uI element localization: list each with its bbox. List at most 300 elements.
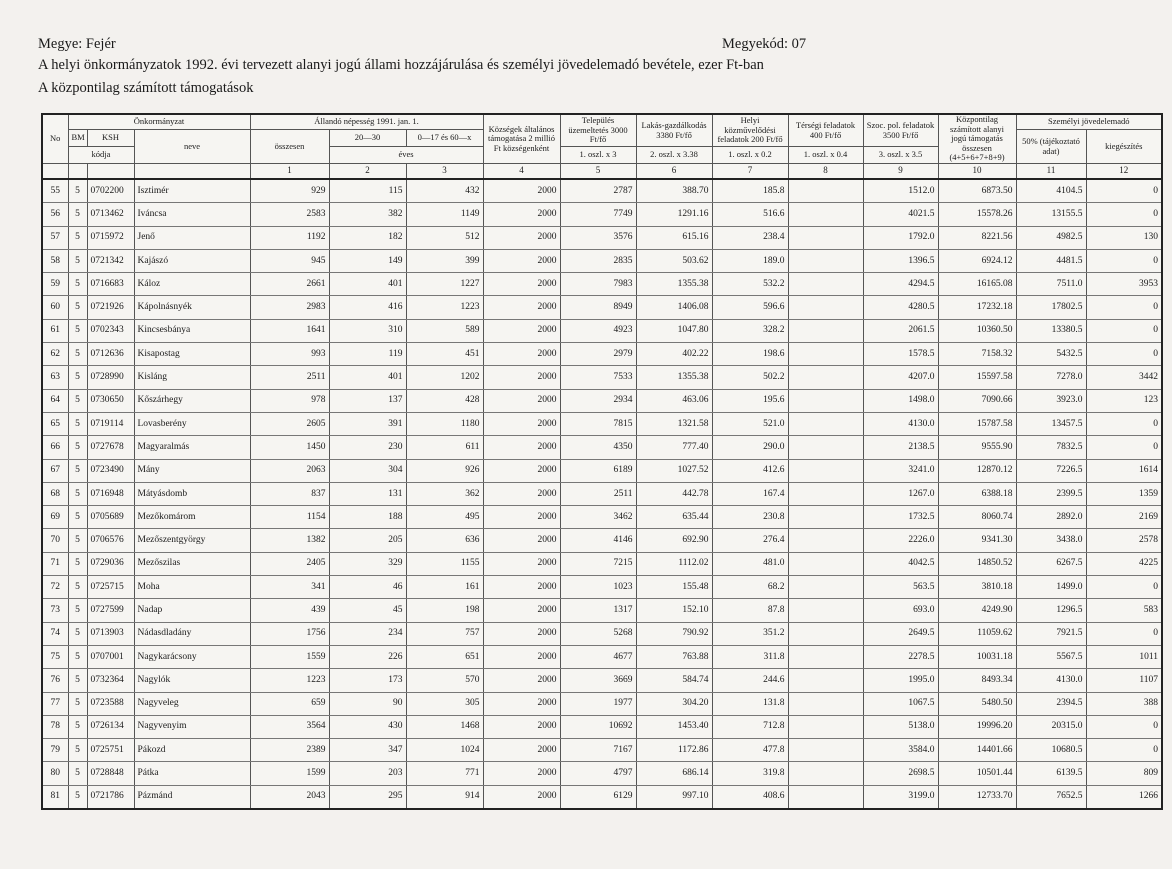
col-header-osszesen: összesen xyxy=(250,130,329,164)
cell-tersegi xyxy=(788,203,863,226)
cell-lakas: 304.20 xyxy=(636,692,712,715)
cell-telepules: 7167 xyxy=(560,739,636,762)
cell-osszesen: 1559 xyxy=(250,645,329,668)
cell-telepules: 2979 xyxy=(560,343,636,366)
cell-szja-50: 13457.5 xyxy=(1016,412,1086,435)
cell-osszesen: 659 xyxy=(250,692,329,715)
cell-name: Nagyvenyim xyxy=(134,715,250,738)
cell-no: 62 xyxy=(42,343,68,366)
cell-no: 74 xyxy=(42,622,68,645)
cell-tersegi xyxy=(788,762,863,785)
cell-bm: 5 xyxy=(68,552,87,575)
cell-kozponti: 8221.56 xyxy=(938,226,1016,249)
cell-helyi: 521.0 xyxy=(712,412,788,435)
cell-kozsegek: 2000 xyxy=(483,459,560,482)
cell-telepules: 7749 xyxy=(560,203,636,226)
cell-kozsegek: 2000 xyxy=(483,506,560,529)
cell-age-0-17: 771 xyxy=(406,762,483,785)
table-row xyxy=(42,436,1162,459)
cell-szja-50: 2892.0 xyxy=(1016,506,1086,529)
county-code-label: Megyekód: 07 xyxy=(722,36,807,52)
cell-kozsegek: 2000 xyxy=(483,436,560,459)
cell-age-20-30: 173 xyxy=(329,669,406,692)
cell-bm: 5 xyxy=(68,436,87,459)
cell-lakas: 997.10 xyxy=(636,785,712,809)
col-number: 3 xyxy=(406,164,483,180)
cell-osszesen: 1450 xyxy=(250,436,329,459)
col-header-kozponti: Központilag számított alanyi jogú támogatás összesen (4+5+6+7+8+9) xyxy=(938,114,1016,164)
cell-osszesen: 2661 xyxy=(250,273,329,296)
cell-szja-50: 20315.0 xyxy=(1016,715,1086,738)
cell-szoc: 1792.0 xyxy=(863,226,938,249)
cell-no: 59 xyxy=(42,273,68,296)
cell-telepules: 6189 xyxy=(560,459,636,482)
cell-kozponti: 14401.66 xyxy=(938,739,1016,762)
cell-helyi: 408.6 xyxy=(712,785,788,809)
cell-lakas: 1406.08 xyxy=(636,296,712,319)
cell-no: 56 xyxy=(42,203,68,226)
cell-age-0-17: 512 xyxy=(406,226,483,249)
cell-osszesen: 2583 xyxy=(250,203,329,226)
cell-szoc: 2226.0 xyxy=(863,529,938,552)
cell-name: Kőszárhegy xyxy=(134,389,250,412)
cell-bm: 5 xyxy=(68,506,87,529)
cell-szoc: 1267.0 xyxy=(863,482,938,505)
cell-kiegeszites: 3442 xyxy=(1086,366,1162,389)
cell-telepules: 7533 xyxy=(560,366,636,389)
cell-telepules: 6129 xyxy=(560,785,636,809)
cell-szoc: 4294.5 xyxy=(863,273,938,296)
cell-kozsegek: 2000 xyxy=(483,319,560,342)
cell-lakas: 692.90 xyxy=(636,529,712,552)
cell-tersegi xyxy=(788,739,863,762)
cell-bm: 5 xyxy=(68,482,87,505)
cell-age-0-17: 428 xyxy=(406,389,483,412)
cell-tersegi xyxy=(788,785,863,809)
cell-age-0-17: 1180 xyxy=(406,412,483,435)
cell-osszesen: 945 xyxy=(250,249,329,272)
cell-ksh-code: 0702343 xyxy=(87,319,134,342)
cell-tersegi xyxy=(788,412,863,435)
cell-kozsegek: 2000 xyxy=(483,296,560,319)
cell-szja-50: 4130.0 xyxy=(1016,669,1086,692)
cell-no: 61 xyxy=(42,319,68,342)
cell-szja-50: 2394.5 xyxy=(1016,692,1086,715)
cell-ksh-code: 0721926 xyxy=(87,296,134,319)
cell-age-0-17: 161 xyxy=(406,576,483,599)
cell-name: Kajászó xyxy=(134,249,250,272)
cell-kiegeszites: 0 xyxy=(1086,203,1162,226)
col-header-bm: BM xyxy=(68,130,87,147)
cell-helyi: 319.8 xyxy=(712,762,788,785)
col-number: 5 xyxy=(560,164,636,180)
cell-szoc: 4021.5 xyxy=(863,203,938,226)
cell-telepules: 7983 xyxy=(560,273,636,296)
cell-lakas: 1355.38 xyxy=(636,366,712,389)
cell-telepules: 4350 xyxy=(560,436,636,459)
cell-no: 64 xyxy=(42,389,68,412)
cell-ksh-code: 0715972 xyxy=(87,226,134,249)
cell-tersegi xyxy=(788,366,863,389)
cell-telepules: 4923 xyxy=(560,319,636,342)
cell-telepules: 2835 xyxy=(560,249,636,272)
cell-helyi: 481.0 xyxy=(712,552,788,575)
table-row xyxy=(42,715,1162,738)
cell-kozsegek: 2000 xyxy=(483,576,560,599)
cell-kozsegek: 2000 xyxy=(483,739,560,762)
cell-szja-50: 7511.0 xyxy=(1016,273,1086,296)
cell-age-20-30: 401 xyxy=(329,273,406,296)
cell-szoc: 2698.5 xyxy=(863,762,938,785)
cell-osszesen: 1192 xyxy=(250,226,329,249)
cell-age-20-30: 230 xyxy=(329,436,406,459)
cell-szja-50: 7278.0 xyxy=(1016,366,1086,389)
cell-szoc: 1396.5 xyxy=(863,249,938,272)
cell-telepules: 8949 xyxy=(560,296,636,319)
cell-tersegi xyxy=(788,296,863,319)
cell-tersegi xyxy=(788,226,863,249)
cell-ksh-code: 0705689 xyxy=(87,506,134,529)
cell-osszesen: 2605 xyxy=(250,412,329,435)
cell-szja-50: 3438.0 xyxy=(1016,529,1086,552)
cell-telepules: 7215 xyxy=(560,552,636,575)
cell-kiegeszites: 2169 xyxy=(1086,506,1162,529)
cell-age-0-17: 570 xyxy=(406,669,483,692)
cell-age-20-30: 90 xyxy=(329,692,406,715)
cell-tersegi xyxy=(788,319,863,342)
cell-telepules: 2934 xyxy=(560,389,636,412)
cell-age-20-30: 310 xyxy=(329,319,406,342)
cell-helyi: 198.6 xyxy=(712,343,788,366)
cell-ksh-code: 0725715 xyxy=(87,576,134,599)
cell-osszesen: 993 xyxy=(250,343,329,366)
table-row xyxy=(42,179,1162,203)
cell-szoc: 3199.0 xyxy=(863,785,938,809)
cell-no: 70 xyxy=(42,529,68,552)
cell-kozponti: 7158.32 xyxy=(938,343,1016,366)
cell-helyi: 477.8 xyxy=(712,739,788,762)
cell-ksh-code: 0702200 xyxy=(87,179,134,203)
cell-lakas: 1027.52 xyxy=(636,459,712,482)
cell-telepules: 1977 xyxy=(560,692,636,715)
cell-kiegeszites: 1266 xyxy=(1086,785,1162,809)
cell-age-0-17: 399 xyxy=(406,249,483,272)
cell-bm: 5 xyxy=(68,739,87,762)
cell-tersegi xyxy=(788,576,863,599)
cell-telepules: 2511 xyxy=(560,482,636,505)
cell-szja-50: 10680.5 xyxy=(1016,739,1086,762)
cell-szoc: 3584.0 xyxy=(863,739,938,762)
cell-name: Mány xyxy=(134,459,250,482)
cell-bm: 5 xyxy=(68,179,87,203)
table-row xyxy=(42,576,1162,599)
cell-helyi: 68.2 xyxy=(712,576,788,599)
cell-kozsegek: 2000 xyxy=(483,762,560,785)
cell-name: Nádasdladány xyxy=(134,622,250,645)
cell-tersegi xyxy=(788,669,863,692)
cell-age-20-30: 182 xyxy=(329,226,406,249)
cell-ksh-code: 0728848 xyxy=(87,762,134,785)
cell-no: 57 xyxy=(42,226,68,249)
col-header-telepules: Település üzemeltetés 3000 Ft/fő xyxy=(560,114,636,147)
cell-osszesen: 2063 xyxy=(250,459,329,482)
cell-osszesen: 1641 xyxy=(250,319,329,342)
cell-lakas: 388.70 xyxy=(636,179,712,203)
col-header-neve: neve xyxy=(134,130,250,164)
cell-age-0-17: 589 xyxy=(406,319,483,342)
table-row xyxy=(42,669,1162,692)
cell-helyi: 532.2 xyxy=(712,273,788,296)
cell-ksh-code: 0716948 xyxy=(87,482,134,505)
cell-bm: 5 xyxy=(68,529,87,552)
col-number: 11 xyxy=(1016,164,1086,180)
cell-name: Káloz xyxy=(134,273,250,296)
cell-helyi: 502.2 xyxy=(712,366,788,389)
cell-ksh-code: 0721786 xyxy=(87,785,134,809)
cell-lakas: 763.88 xyxy=(636,645,712,668)
cell-age-20-30: 416 xyxy=(329,296,406,319)
cell-name: Mátyásdomb xyxy=(134,482,250,505)
cell-szoc: 1498.0 xyxy=(863,389,938,412)
cell-kozponti: 10031.18 xyxy=(938,645,1016,668)
cell-bm: 5 xyxy=(68,273,87,296)
cell-kozponti: 10360.50 xyxy=(938,319,1016,342)
cell-osszesen: 2405 xyxy=(250,552,329,575)
cell-szja-50: 6267.5 xyxy=(1016,552,1086,575)
table-row xyxy=(42,599,1162,622)
cell-szja-50: 13155.5 xyxy=(1016,203,1086,226)
cell-kozsegek: 2000 xyxy=(483,599,560,622)
cell-name: Isztimér xyxy=(134,179,250,203)
cell-kiegeszites: 4225 xyxy=(1086,552,1162,575)
cell-age-0-17: 1468 xyxy=(406,715,483,738)
cell-lakas: 1047.80 xyxy=(636,319,712,342)
cell-name: Kápolnásnyék xyxy=(134,296,250,319)
cell-ksh-code: 0713462 xyxy=(87,203,134,226)
cell-lakas: 686.14 xyxy=(636,762,712,785)
cell-szja-50: 3923.0 xyxy=(1016,389,1086,412)
cell-szoc: 4280.5 xyxy=(863,296,938,319)
cell-age-0-17: 1202 xyxy=(406,366,483,389)
cell-szja-50: 17802.5 xyxy=(1016,296,1086,319)
cell-kiegeszites: 1614 xyxy=(1086,459,1162,482)
cell-lakas: 615.16 xyxy=(636,226,712,249)
cell-tersegi xyxy=(788,552,863,575)
cell-age-20-30: 401 xyxy=(329,366,406,389)
cell-lakas: 152.10 xyxy=(636,599,712,622)
cell-osszesen: 837 xyxy=(250,482,329,505)
cell-helyi: 276.4 xyxy=(712,529,788,552)
col-number-blank xyxy=(87,164,134,180)
cell-kozsegek: 2000 xyxy=(483,785,560,809)
cell-name: Pákozd xyxy=(134,739,250,762)
cell-no: 58 xyxy=(42,249,68,272)
cell-lakas: 463.06 xyxy=(636,389,712,412)
cell-age-0-17: 914 xyxy=(406,785,483,809)
cell-no: 76 xyxy=(42,669,68,692)
cell-kiegeszites: 3953 xyxy=(1086,273,1162,296)
cell-lakas: 155.48 xyxy=(636,576,712,599)
cell-osszesen: 341 xyxy=(250,576,329,599)
cell-age-20-30: 203 xyxy=(329,762,406,785)
cell-szoc: 4130.0 xyxy=(863,412,938,435)
table-row xyxy=(42,412,1162,435)
table-row xyxy=(42,622,1162,645)
cell-age-0-17: 451 xyxy=(406,343,483,366)
cell-kozsegek: 2000 xyxy=(483,179,560,203)
col-number: 10 xyxy=(938,164,1016,180)
cell-lakas: 584.74 xyxy=(636,669,712,692)
cell-bm: 5 xyxy=(68,692,87,715)
cell-helyi: 712.8 xyxy=(712,715,788,738)
cell-lakas: 1172.86 xyxy=(636,739,712,762)
cell-szja-50: 7226.5 xyxy=(1016,459,1086,482)
cell-lakas: 635.44 xyxy=(636,506,712,529)
cell-helyi: 195.6 xyxy=(712,389,788,412)
cell-age-0-17: 651 xyxy=(406,645,483,668)
cell-no: 71 xyxy=(42,552,68,575)
cell-bm: 5 xyxy=(68,412,87,435)
cell-bm: 5 xyxy=(68,226,87,249)
cell-no: 60 xyxy=(42,296,68,319)
cell-kozsegek: 2000 xyxy=(483,645,560,668)
cell-kozponti: 8060.74 xyxy=(938,506,1016,529)
cell-ksh-code: 0721342 xyxy=(87,249,134,272)
cell-age-0-17: 1024 xyxy=(406,739,483,762)
cell-age-20-30: 188 xyxy=(329,506,406,529)
cell-kozponti: 17232.18 xyxy=(938,296,1016,319)
cell-ksh-code: 0728990 xyxy=(87,366,134,389)
cell-bm: 5 xyxy=(68,389,87,412)
cell-age-20-30: 205 xyxy=(329,529,406,552)
cell-kozsegek: 2000 xyxy=(483,203,560,226)
cell-helyi: 87.8 xyxy=(712,599,788,622)
cell-helyi: 311.8 xyxy=(712,645,788,668)
cell-helyi: 244.6 xyxy=(712,669,788,692)
cell-kiegeszites: 2578 xyxy=(1086,529,1162,552)
cell-kozponti: 14850.52 xyxy=(938,552,1016,575)
cell-no: 68 xyxy=(42,482,68,505)
cell-bm: 5 xyxy=(68,785,87,809)
col-header-tersegi: Térségi feladatok 400 Ft/fő xyxy=(788,114,863,147)
cell-lakas: 1355.38 xyxy=(636,273,712,296)
cell-bm: 5 xyxy=(68,459,87,482)
cell-ksh-code: 0730650 xyxy=(87,389,134,412)
col-header-lakas-formula: 2. oszl. x 3.38 xyxy=(636,147,712,164)
cell-kozsegek: 2000 xyxy=(483,669,560,692)
cell-ksh-code: 0725751 xyxy=(87,739,134,762)
cell-helyi: 516.6 xyxy=(712,203,788,226)
cell-kiegeszites: 0 xyxy=(1086,249,1162,272)
cell-szoc: 2278.5 xyxy=(863,645,938,668)
cell-name: Lovasberény xyxy=(134,412,250,435)
cell-tersegi xyxy=(788,436,863,459)
cell-lakas: 442.78 xyxy=(636,482,712,505)
cell-ksh-code: 0729036 xyxy=(87,552,134,575)
cell-age-20-30: 137 xyxy=(329,389,406,412)
cell-helyi: 230.8 xyxy=(712,506,788,529)
cell-bm: 5 xyxy=(68,203,87,226)
cell-no: 77 xyxy=(42,692,68,715)
col-number: 7 xyxy=(712,164,788,180)
cell-osszesen: 3564 xyxy=(250,715,329,738)
col-number: 6 xyxy=(636,164,712,180)
cell-lakas: 1291.16 xyxy=(636,203,712,226)
col-number-blank xyxy=(42,164,68,180)
cell-ksh-code: 0723490 xyxy=(87,459,134,482)
cell-szja-50: 5432.5 xyxy=(1016,343,1086,366)
cell-no: 78 xyxy=(42,715,68,738)
cell-kiegeszites: 0 xyxy=(1086,412,1162,435)
cell-kozsegek: 2000 xyxy=(483,412,560,435)
col-header-kozsegek: Községek általános támogatása 2 millió Ft községenként xyxy=(483,114,560,164)
col-header-helyi-formula: 1. oszl. x 0.2 xyxy=(712,147,788,164)
cell-kiegeszites: 0 xyxy=(1086,296,1162,319)
cell-szja-50: 6139.5 xyxy=(1016,762,1086,785)
cell-tersegi xyxy=(788,529,863,552)
cell-szja-50: 5567.5 xyxy=(1016,645,1086,668)
col-number-blank xyxy=(68,164,87,180)
cell-name: Nagykarácsony xyxy=(134,645,250,668)
cell-name: Nadap xyxy=(134,599,250,622)
cell-szja-50: 1499.0 xyxy=(1016,576,1086,599)
cell-kiegeszites: 1107 xyxy=(1086,669,1162,692)
cell-telepules: 1023 xyxy=(560,576,636,599)
cell-name: Kisapostag xyxy=(134,343,250,366)
col-header-szoc: Szoc. pol. feladatok 3500 Ft/fő xyxy=(863,114,938,147)
cell-kozponti: 5480.50 xyxy=(938,692,1016,715)
cell-kozsegek: 2000 xyxy=(483,366,560,389)
cell-no: 80 xyxy=(42,762,68,785)
cell-kozsegek: 2000 xyxy=(483,273,560,296)
cell-szja-50: 1296.5 xyxy=(1016,599,1086,622)
cell-ksh-code: 0716683 xyxy=(87,273,134,296)
cell-tersegi xyxy=(788,249,863,272)
cell-age-0-17: 1155 xyxy=(406,552,483,575)
cell-kiegeszites: 0 xyxy=(1086,343,1162,366)
cell-kiegeszites: 0 xyxy=(1086,179,1162,203)
cell-name: Kisláng xyxy=(134,366,250,389)
cell-age-20-30: 131 xyxy=(329,482,406,505)
cell-age-20-30: 45 xyxy=(329,599,406,622)
col-number: 9 xyxy=(863,164,938,180)
cell-lakas: 1112.02 xyxy=(636,552,712,575)
cell-kozponti: 6873.50 xyxy=(938,179,1016,203)
cell-bm: 5 xyxy=(68,249,87,272)
cell-kiegeszites: 1011 xyxy=(1086,645,1162,668)
cell-lakas: 777.40 xyxy=(636,436,712,459)
cell-bm: 5 xyxy=(68,296,87,319)
cell-age-0-17: 1149 xyxy=(406,203,483,226)
cell-kozponti: 6388.18 xyxy=(938,482,1016,505)
cell-age-0-17: 636 xyxy=(406,529,483,552)
col-header-no: No xyxy=(42,114,68,164)
cell-age-0-17: 757 xyxy=(406,622,483,645)
cell-age-20-30: 347 xyxy=(329,739,406,762)
cell-helyi: 131.8 xyxy=(712,692,788,715)
cell-kozsegek: 2000 xyxy=(483,249,560,272)
table-row xyxy=(42,645,1162,668)
cell-age-0-17: 305 xyxy=(406,692,483,715)
cell-age-20-30: 119 xyxy=(329,343,406,366)
cell-name: Pázmánd xyxy=(134,785,250,809)
cell-ksh-code: 0712636 xyxy=(87,343,134,366)
cell-kozponti: 9555.90 xyxy=(938,436,1016,459)
cell-age-20-30: 391 xyxy=(329,412,406,435)
cell-kozsegek: 2000 xyxy=(483,343,560,366)
table-row xyxy=(42,319,1162,342)
cell-no: 79 xyxy=(42,739,68,762)
